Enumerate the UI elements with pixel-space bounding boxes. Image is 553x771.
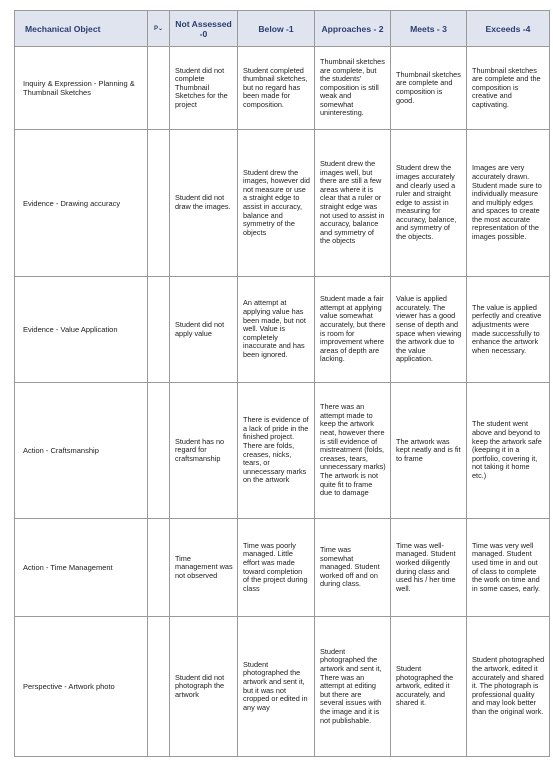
cell-below: Student drew the images, however did not measure or use a straight edge to assist in accuracy, balance and symmetry of the objects	[238, 130, 315, 277]
header-below: Below -1	[238, 11, 315, 47]
cell-exceeds: Student photographed the artwork, edited it accurately and shared it. The photograph is professional quality and may look better than the original work.	[467, 617, 550, 757]
header-meets: Meets - 3	[391, 11, 467, 47]
rubric-table	[14, 10, 550, 757]
cell-approaches: Thumbnail sketches are complete, but the students' composition is still weak and somewhat uninteresting.	[315, 47, 391, 130]
rubric-row	[15, 47, 550, 130]
header-exceeds: Exceeds -4	[467, 11, 550, 47]
cell-meets: Value is applied accurately. The viewer has a good sense of depth and space when viewing the artwork due to the value application.	[391, 277, 467, 383]
cell-not-assessed: Student did not photograph the artwork	[170, 617, 238, 757]
row-blank-cell	[148, 383, 170, 519]
cell-below: There is evidence of a lack of pride in the finished project. There are folds, creases, nicks, tears, or unnecessary marks on the artwork	[238, 383, 315, 519]
row-blank-cell	[148, 519, 170, 617]
row-blank-cell	[148, 277, 170, 383]
cell-meets: Time was well-managed. Student worked diligently during class and used his / her time well.	[391, 519, 467, 617]
rubric-row	[15, 277, 550, 383]
row-object: Evidence - Value Application	[15, 277, 148, 383]
rubric-row	[15, 130, 550, 277]
cell-exceeds: The value is applied perfectly and creative adjustments were made successfully to enhance the artwork when necessary.	[467, 277, 550, 383]
cell-meets: Student drew the images accurately and clearly used a ruler and straight edge to assist in measuring for accuracy, balance, and symmetry of the objects.	[391, 130, 467, 277]
cell-exceeds: Time was very well managed. Student used time in and out of class to complete the work on time and in some cases, early.	[467, 519, 550, 617]
rubric-row	[15, 617, 550, 757]
header-not-assessed: Not Assessed -0	[170, 11, 238, 47]
row-object: Action - Time Management	[15, 519, 148, 617]
cell-approaches: Student made a fair attempt at applying value somewhat accurately, but there is room for improvement where areas of depth are lacking.	[315, 277, 391, 383]
cell-meets: Student photographed the artwork, edited it accurately, and shared it.	[391, 617, 467, 757]
row-object: Action - Craftsmanship	[15, 383, 148, 519]
cell-meets: The artwork was kept neatly and is fit to frame	[391, 383, 467, 519]
cell-approaches: Student drew the images well, but there are still a few areas where it is clear that a ruler or straight edge was not used to assist in accuracy, balance and symmetry of the objects	[315, 130, 391, 277]
cell-approaches: Student photographed the artwork and sent it, There was an attempt at editing but there are several issues with the image and it is not publishable.	[315, 617, 391, 757]
cell-meets: Thumbnail sketches are complete and composition is good.	[391, 47, 467, 130]
cell-below: Student photographed the artwork and sent it, but it was not cropped or edited in any way	[238, 617, 315, 757]
cell-exceeds: The student went above and beyond to keep the artwork safe (keeping it in a portfolio, covering it, not taking it home etc.)	[467, 383, 550, 519]
rubric-row	[15, 519, 550, 617]
rubric-row	[15, 383, 550, 519]
cell-below: An attempt at applying value has been made, but not well. Value is completely inaccurate and has been ignored.	[238, 277, 315, 383]
cell-below: Time was poorly managed. Little effort was made toward completion of the project during class	[238, 519, 315, 617]
row-blank-cell	[148, 617, 170, 757]
header-row	[15, 11, 550, 47]
cell-not-assessed: Student has no regard for craftsmanship	[170, 383, 238, 519]
header-mechanical-object: Mechanical Object	[15, 11, 148, 47]
cell-not-assessed: Student did not draw the images.	[170, 130, 238, 277]
row-blank-cell	[148, 130, 170, 277]
row-object: Evidence - Drawing accuracy	[15, 130, 148, 277]
cell-below: Student completed thumbnail sketches, but no regard has been made for composition.	[238, 47, 315, 130]
column-icon: P⌄	[148, 11, 170, 47]
row-blank-cell	[148, 47, 170, 130]
cell-approaches: Time was somewhat managed. Student worked off and on during class.	[315, 519, 391, 617]
cell-exceeds: Thumbnail sketches are complete and the composition is creative and captivating.	[467, 47, 550, 130]
cell-not-assessed: Student did not complete Thumbnail Sketches for the project	[170, 47, 238, 130]
row-object: Inquiry & Expression - Planning & Thumbnail Sketches	[15, 47, 148, 130]
row-object: Perspective - Artwork photo	[15, 617, 148, 757]
cell-not-assessed: Student did not apply value	[170, 277, 238, 383]
header-approaches: Approaches - 2	[315, 11, 391, 47]
cell-exceeds: Images are very accurately drawn. Student made sure to individually measure and multiply edges and spaces to create the most accurate representation of the images possible.	[467, 130, 550, 277]
cell-approaches: There was an attempt made to keep the artwork neat, however there is still evidence of mistreatment (folds, creases, tears, unnecessary marks) The artwork is not quite fit to frame due to damage	[315, 383, 391, 519]
cell-not-assessed: Time management was not observed	[170, 519, 238, 617]
